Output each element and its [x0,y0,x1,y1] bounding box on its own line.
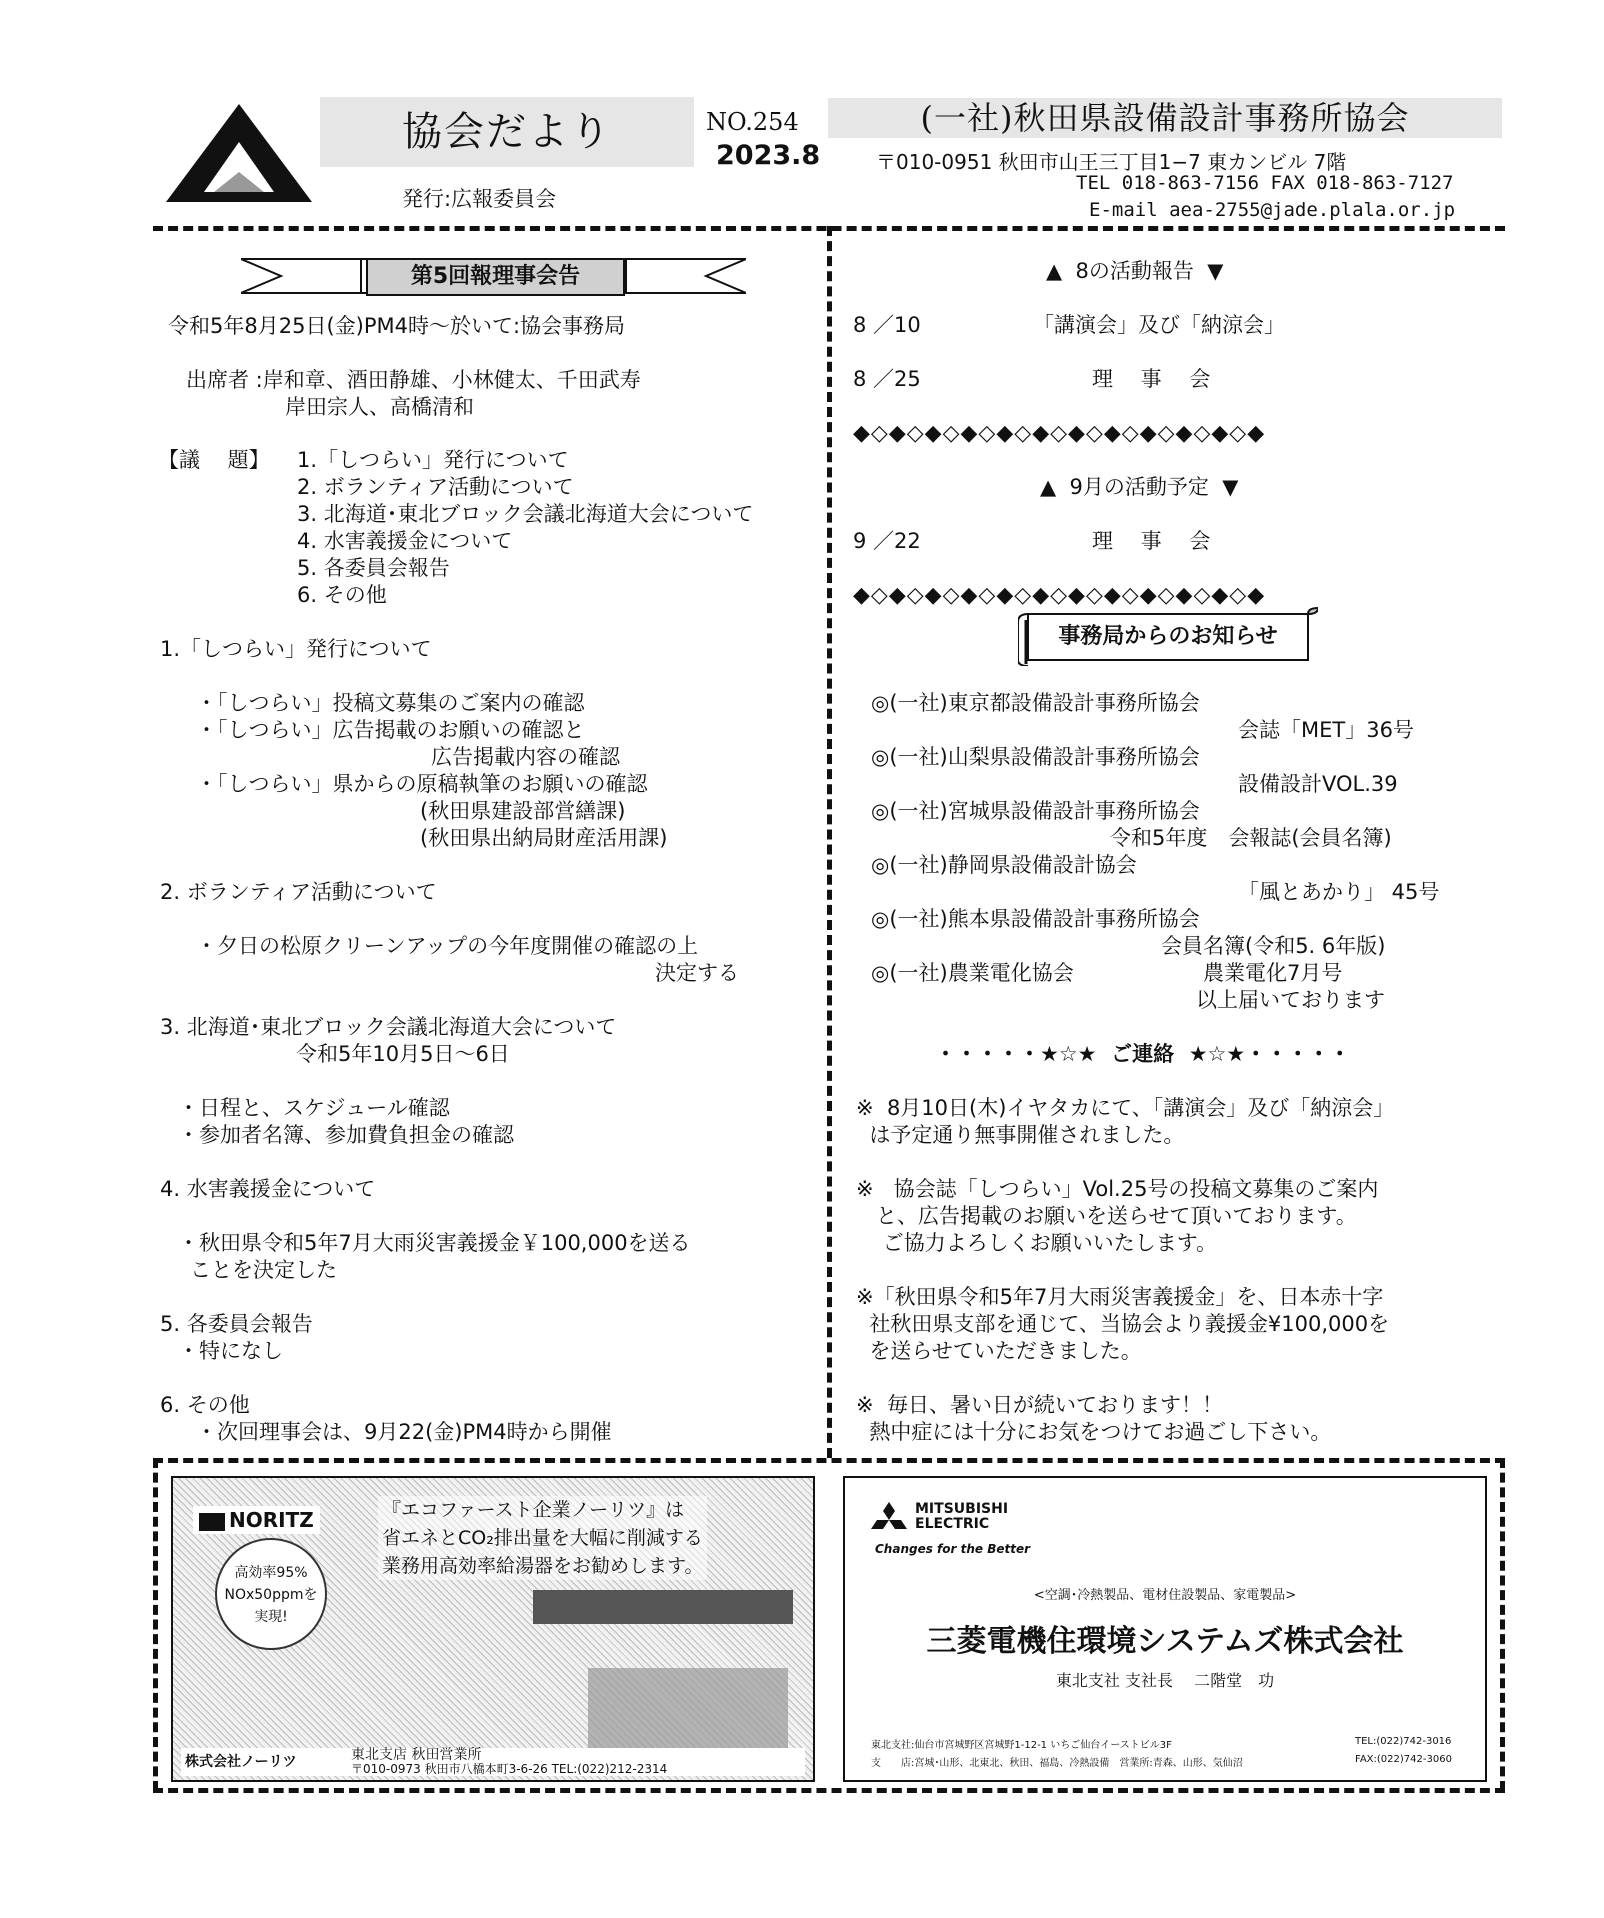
september-schedule-heading: ▲ 9月の活動予定 ▼ [1040,475,1239,499]
diamond-divider: ◆◇◆◇◆◇◆◇◆◇◆◇◆◇◆◇◆◇◆◇◆◇◆ [853,583,1266,608]
activity-date: 8 ／10 [853,313,921,337]
mitsubishi-diamonds-icon [869,1502,909,1538]
noritz-advertisement [171,1476,815,1782]
agenda-item: 1.「しつらい」発行について [297,448,569,472]
mitsubishi-manager: 東北支社 支社長 二階堂 功 [1055,1671,1275,1690]
section-1-line: ・「しつらい」広告掲載のお願いの確認と [196,718,585,742]
ads-bottom-divider [153,1788,1505,1793]
attendees-line-2: 岸田宗人、高橋清和 [285,395,474,419]
ads-left-border [153,1458,158,1791]
notice-item: 「風とあかり」 45号 [1238,880,1440,904]
org-tel-fax: TEL 018-863-7156 FAX 018-863-7127 [1076,172,1454,194]
noritz-footer [181,1748,805,1776]
agenda-item: 4. 水害義援金について [297,529,513,553]
section-6-title: 6. その他 [160,1393,250,1417]
section-4-title: 4. 水害義援金について [160,1177,376,1201]
notice-item: 設備設計VOL.39 [1238,772,1398,796]
mitsubishi-address-2: 支 店:宮城･山形、北東北、秋田、福島、冷熱設備 営業所:青森、山形、気仙沼 [871,1758,1243,1769]
agenda-item: 5. 各委員会報告 [297,556,450,580]
section-5-title: 5. 各委員会報告 [160,1312,313,1336]
mitsubishi-tel: TEL:(022)742-3016 [1355,1736,1452,1747]
notice-org: ◎(一社)宮城県設備設計事務所協会 [871,799,1200,823]
noritz-slogan: 『エコファースト企業ノーリツ』は 省エネとCO₂排出量を大幅に削減する 業務用高効率給湯器をお勧めします。 [378,1496,707,1580]
agenda-item: 2. ボランティア活動について [297,475,574,499]
notice-item: 会員名簿(令和5. 6年版) [1161,934,1386,958]
noritz-company: 株式会社ノーリツ [185,1754,297,1770]
agenda-item: 6. その他 [297,583,387,607]
noritz-logo: NORITZ [193,1506,320,1534]
agenda-item: 3. 北海道･東北ブロック会議北海道大会について [297,502,754,526]
contact-line: ※ 毎日、暑い日が続いております！！ [856,1393,1223,1417]
issue-number: NO.254 [706,108,799,136]
notice-org: ◎(一社)熊本県設備設計事務所協会 [871,907,1200,931]
section-1-line: ・「しつらい」県からの原稿執筆のお願いの確認 [196,772,648,796]
contact-line: 社秋田県支部を通じて、当協会より義援金¥100,000を [856,1312,1390,1336]
section-3-line: ・日程と、スケジュール確認 [178,1096,450,1120]
report-banner-title: 第5回報理事会告 [366,258,625,296]
notice-item: 令和5年度 会報誌(会員名簿) [1110,826,1392,850]
notice-item: 農業電化7月号 [1203,961,1343,985]
section-1-line: 広告掲載内容の確認 [431,745,620,769]
ads-right-border [1500,1458,1505,1791]
contact-heading: ・・・・・★☆★ ご連絡 ★☆★・・・・・ [935,1042,1351,1066]
organization-name: (一社)秋田県設備設計事務所協会 [828,98,1502,138]
ads-top-divider [153,1458,1505,1463]
meeting-line: 令和5年8月25日(金)PM4時～於いて:協会事務局 [168,314,626,338]
section-1-line: (秋田県建設部営繕課) [420,799,626,823]
noritz-address: 〒010-0973 秋田市八橋本町3-6-26 TEL:(022)212-2314 [351,1762,668,1776]
org-email[interactable]: E-mail aea-2755@jade.plala.or.jp [1089,199,1456,221]
section-1-title: 1.「しつらい」発行について [160,637,432,661]
noritz-efficiency-badge: 高効率95% NOx50ppmを 実現! [215,1538,327,1650]
mitsubishi-fax: FAX:(022)742-3060 [1355,1754,1452,1765]
org-address: 〒010-0951 秋田市山王三丁目1−7 東カンビル 7階 [876,150,1347,174]
activity-date: 8 ／25 [853,367,921,391]
activity-event: 理 事 会 [1092,529,1211,553]
mitsubishi-products: <空調･冷熱製品、電材住設製品、家電製品> [1033,1588,1297,1603]
noritz-branch: 東北支店 秋田営業所 [351,1747,482,1763]
activity-event: 「講演会」及び「納涼会」 [1033,313,1285,337]
issue-date: 2023.8 [716,140,821,171]
notice-item: 会誌「MET」36号 [1238,718,1414,742]
column-divider [827,226,832,1458]
mitsubishi-brand: MITSUBISHI ELECTRIC [915,1501,1009,1532]
notice-org: ◎(一社)農業電化協会 [871,961,1074,985]
noritz-mark-icon [199,1513,225,1531]
contact-line: と、広告掲載のお願いを送らせて頂いております。 [856,1204,1357,1228]
section-6-line: ・次回理事会は、9月22(金)PM4時から開催 [196,1420,612,1444]
notice-org: ◎(一社)東京都設備設計事務所協会 [871,691,1200,715]
activity-event: 理 事 会 [1092,367,1211,391]
notices-footer: 以上届いております [1196,988,1385,1012]
noritz-product-image [533,1590,793,1624]
association-logo [164,102,314,204]
contact-line: ※「秋田県令和5年7月大雨災害義援金」を、日本赤十字 [856,1285,1384,1309]
activity-date: 9 ／22 [853,529,921,553]
section-2-line: ・夕日の松原クリーンアップの今年度開催の確認の上 [196,934,699,958]
contact-line: ※ 8月10日(木)イヤタカにて、「講演会」及び「納涼会」 [856,1096,1395,1120]
notice-org: ◎(一社)山梨県設備設計事務所協会 [871,745,1200,769]
section-4-line: ・秋田県令和5年7月大雨災害義援金￥100,000を送る [178,1231,691,1255]
notice-org: ◎(一社)静岡県設備設計協会 [871,853,1137,877]
contact-line: は予定通り無事開催されました。 [856,1123,1185,1147]
attendees-line-1: 出席者 :岸和章、酒田静雄、小林健太、千田武寿 [186,368,641,392]
section-2-title: 2. ボランティア活動について [160,880,437,904]
contact-line: ご協力よろしくお願いいたします。 [856,1231,1218,1255]
section-1-line: ・「しつらい」投稿文募集のご案内の確認 [196,691,585,715]
mitsubishi-address-1: 東北支社:仙台市宮城野区宮城野1-12-1 いちご仙台イーストビル3F [871,1740,1172,1751]
publication-title: 協会だより [320,97,694,167]
section-2-line: 決定する [655,961,739,985]
noritz-photo [588,1668,788,1750]
contact-line: を送らせていただきました。 [856,1339,1142,1363]
section-3-line: ・参加者名簿、参加費負担金の確認 [178,1123,514,1147]
mitsubishi-tagline: Changes for the Better [875,1542,1031,1556]
section-3-title: 3. 北海道･東北ブロック会議北海道大会について [160,1015,617,1039]
agenda-label: 【議 題】 [158,448,270,472]
section-3-date: 令和5年10月5日～6日 [296,1042,510,1066]
section-1-line: (秋田県出納局財産活用課) [420,826,668,850]
diamond-divider: ◆◇◆◇◆◇◆◇◆◇◆◇◆◇◆◇◆◇◆◇◆◇◆ [853,421,1266,446]
office-notice-title: 事務局からのお知らせ [1058,624,1278,649]
contact-line: ※ 協会誌「しつらい」Vol.25号の投稿文募集のご案内 [856,1177,1379,1201]
section-5-line: ・特になし [178,1339,283,1363]
mitsubishi-company: 三菱電機住環境システムズ株式会社 [926,1624,1404,1659]
publisher-line: 発行:広報委員会 [402,187,557,211]
mitsubishi-advertisement [843,1476,1487,1782]
section-4-line: ことを決定した [190,1258,337,1282]
contact-line: 熱中症には十分にお気をつけてお過ごし下さい。 [856,1420,1332,1444]
august-activity-heading: ▲ 8の活動報告 ▼ [1046,259,1224,283]
